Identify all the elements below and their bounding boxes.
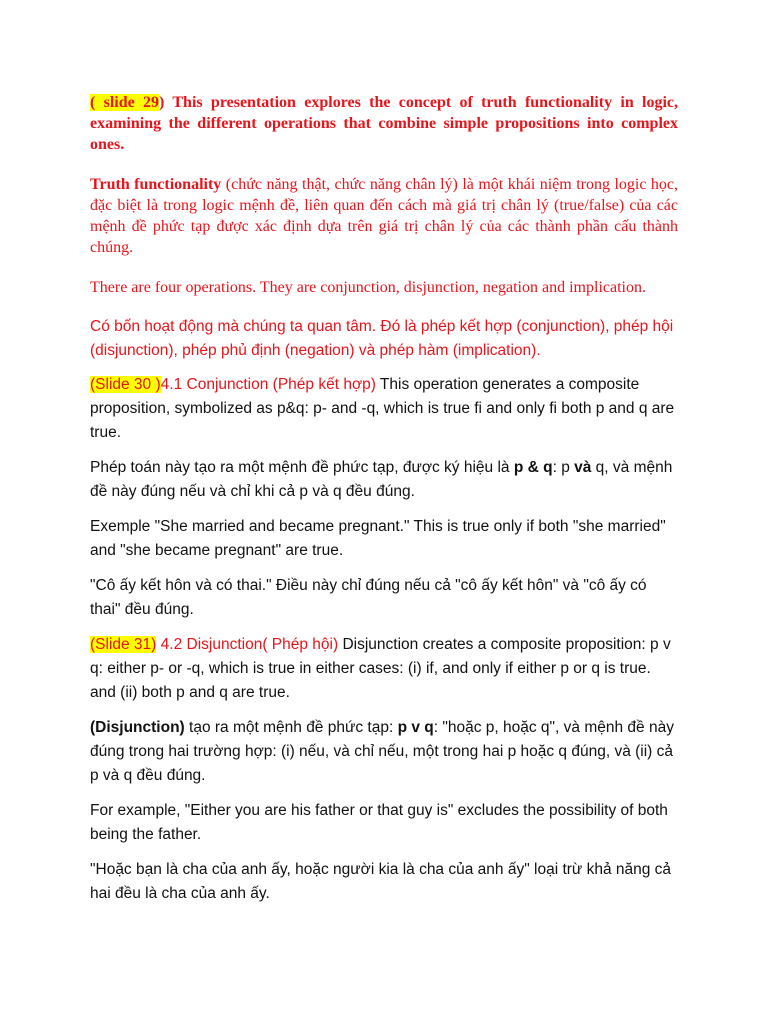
truth-functionality-term: Truth functionality (90, 176, 222, 193)
conjunction-and-word: và (574, 459, 592, 476)
conjunction-symbol: p & q (513, 459, 553, 476)
truth-functionality-text: (chức năng thật, chức năng chân lý) là một khái niệm trong logic học, đặc biệt là trong logic mệnh đề, liên quan đến cách mà giá trị chân lý (true/false) của các mệnh đề phức tạp được xác định dựa trên giá trị chân lý của các thành phần cấu thành chúng. (90, 176, 679, 256)
disjunction-example-en: For example, "Either you are his father or that guy is" excludes the possibility of both being the father. (90, 802, 668, 843)
disjunction-vi-text-2: : "hoặc p, hoặc q", và mệnh đề này đúng trong hai trường hợp: (i) nếu, và chỉ nếu, một trong hai p hoặc q đúng, và (ii) cả p và q đều đúng. (90, 719, 674, 784)
conjunction-en-paragraph (90, 373, 678, 445)
disjunction-heading: 4.2 Disjunction( Phép hội) (156, 636, 339, 653)
slide-31-tag: (Slide 31) (90, 636, 157, 653)
conjunction-text-en: This operation generates a composite proposition, symbolized as p&q: p- and -q, which is true fi and only fi both p and q are true. (90, 376, 675, 441)
four-operations-en-paragraph: There are four operations. They are conjunction, disjunction, negation and implication. (90, 279, 646, 296)
disjunction-en-paragraph (90, 633, 678, 705)
disjunction-text-en: Disjunction creates a composite proposition: p v q: either p- or -q, which is true in either cases: (i) if, and only if either p or q is true. and (ii) both p and q are true. (90, 636, 671, 701)
conjunction-vi-text-2: : p (552, 459, 575, 476)
conjunction-example-en: Exemple "She married and became pregnant." This is true only if both "she married" and "she became pregnant" are true. (90, 518, 666, 559)
conjunction-vi-text-1: Phép toán này tạo ra một mệnh đề phức tạp, được ký hiệu là (90, 459, 514, 476)
intro-text: ) This presentation explores the concept of truth functionality in logic, examining the different operations that combine simple propositions into complex ones. (90, 94, 679, 153)
disjunction-vi-paragraph (90, 716, 678, 788)
conjunction-vi-text-3: q, và mệnh đề này đúng nếu và chỉ khi cả p và q đều đúng. (90, 459, 673, 500)
truth-functionality-paragraph (90, 174, 678, 258)
conjunction-heading: 4.1 Conjunction (Phép kết hợp) (160, 376, 376, 393)
disjunction-symbol: p v q (397, 719, 434, 736)
slide-29-tag: ( slide 29 (90, 94, 160, 111)
intro-paragraph (90, 92, 678, 155)
document-page (90, 92, 678, 906)
slide-30-tag: (Slide 30 ) (90, 376, 161, 393)
disjunction-term: (Disjunction) (90, 719, 185, 736)
disjunction-vi-text-1: tạo ra một mệnh đề phức tạp: (184, 719, 398, 736)
conjunction-vi-paragraph (90, 456, 678, 504)
disjunction-example-vi: "Hoặc bạn là cha của anh ấy, hoặc người kia là cha của anh ấy" loại trừ khả năng cả hai đều là cha của anh ấy. (90, 861, 672, 902)
conjunction-example-vi: "Cô ấy kết hôn và có thai." Điều này chỉ đúng nếu cả "cô ấy kết hôn" và "cô ấy có thai" đều đúng. (90, 577, 647, 618)
four-operations-vi-paragraph: Có bốn hoạt động mà chúng ta quan tâm. Đó là phép kết hợp (conjunction), phép hội (disjunction), phép phủ định (negation) và phép hàm (implication). (90, 318, 674, 359)
